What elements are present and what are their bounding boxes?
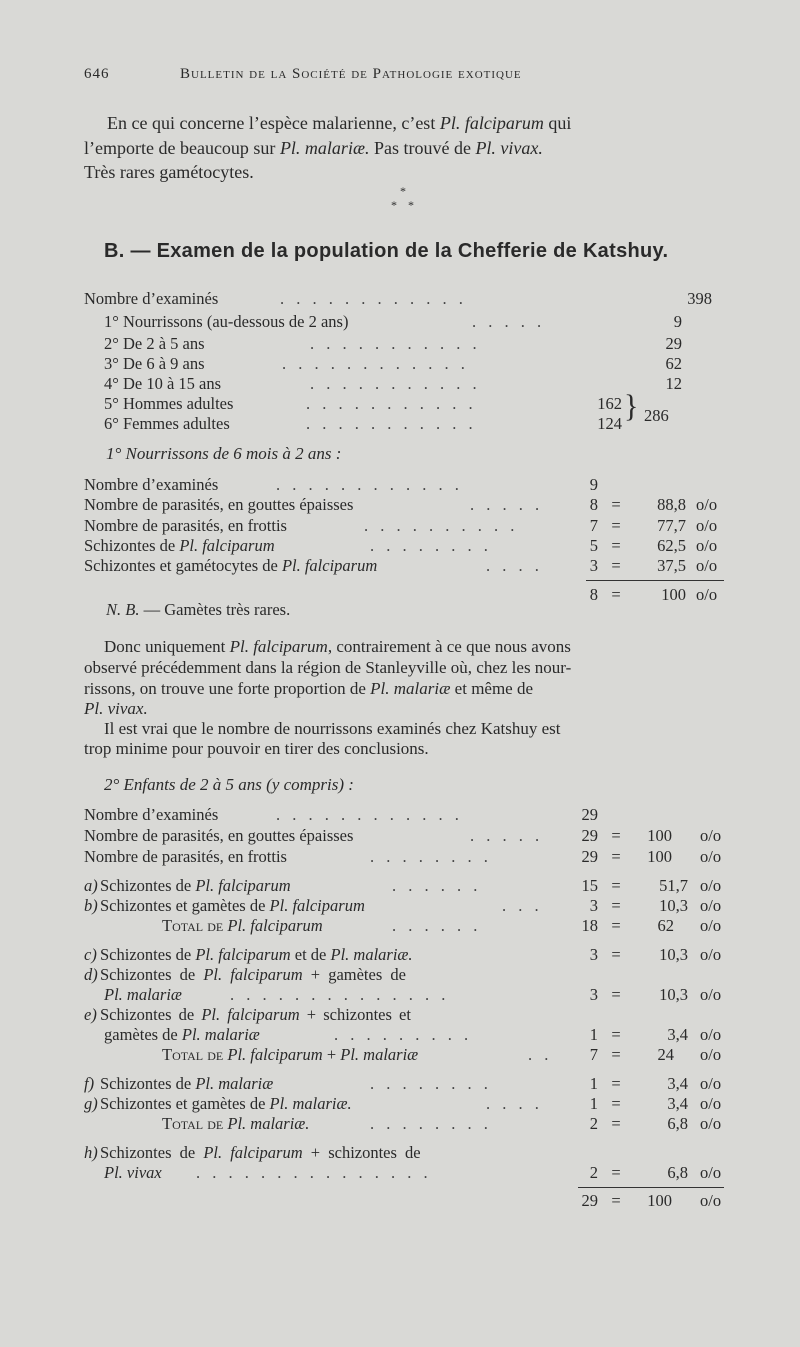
separator-star-top: *	[400, 184, 410, 198]
population-row: 1° Nourrissons (au-dessous de 2 ans) . . . . . 9	[104, 312, 682, 331]
enfants-total-malariae: Total de Pl. malariæ. . . . . . . . . 2 = 6,8 o/o	[162, 1114, 722, 1133]
enfants-row: Nombre de parasités, en gouttes épaisses . . . . . 29 = 100 o/o	[84, 826, 722, 845]
enfants-row: Nombre de parasités, en frottis . . . . . . . . 29 = 100 o/o	[84, 847, 722, 866]
discussion-line-1: Donc uniquement Pl. falciparum, contrairement à ce que nous avons	[104, 637, 571, 656]
journal-title: Bulletin de la Société de Pathologie exotique	[180, 66, 522, 82]
adult-brace: }	[624, 389, 639, 424]
enfants-total-falciparum: Total de Pl. falciparum . . . . . . 18 = 62 o/o	[162, 916, 722, 935]
section-b-heading: B. — Examen de la population de la Chefferie de Katshuy.	[104, 240, 669, 262]
enfants-row-g: g) Schizontes et gamètes de Pl. malariæ. . . . . 1 = 3,4 o/o	[84, 1094, 722, 1113]
population-row: Nombre d’examinés . . . . . . . . . . . . 398	[84, 289, 712, 308]
nourrissons-row: Nombre de parasités, en frottis . . . . . . . . . . 7 = 77,7 o/o	[84, 516, 718, 535]
nourrissons-row: Schizontes et gamétocytes de Pl. falciparum . . . . 3 = 37,5 o/o	[84, 556, 718, 575]
discussion-line-5: Il est vrai que le nombre de nourrissons examinés chez Katshuy est	[104, 719, 561, 738]
page-number: 646	[84, 66, 110, 82]
population-row: 5° Hommes adultes . . . . . . . . . . . 162	[104, 394, 622, 413]
nourrissons-total-row: 8 = 100 o/o	[589, 585, 718, 604]
nourrissons-note: N. B. — Gamètes très rares.	[106, 600, 291, 619]
nourrissons-row: Nombre de parasités, en gouttes épaisses . . . . . 8 = 88,8 o/o	[84, 495, 718, 514]
enfants-row-e-cont: gamètes de Pl. malariæ . . . . . . . . . 1 = 3,4 o/o	[104, 1025, 722, 1044]
nourrissons-title: 1° Nourrissons de 6 mois à 2 ans :	[106, 444, 342, 463]
enfants-row-f: f) Schizontes de Pl. malariæ . . . . . . . . 1 = 3,4 o/o	[84, 1074, 722, 1093]
enfants-row-b: b) Schizontes et gamètes de Pl. falciparum . . . 3 = 10,3 o/o	[84, 896, 722, 915]
enfants-row-h-cont: Pl. vivax . . . . . . . . . . . . . . . 2 = 6,8 o/o	[104, 1163, 722, 1182]
discussion-line-2: observé précédemment dans la région de Stanleyville où, chez les nour-	[84, 658, 572, 677]
enfants-row-d-cont: Pl. malariæ . . . . . . . . . . . . . . 3 = 10,3 o/o	[104, 985, 722, 1004]
enfants-grand-total: 29 = 100 o/o	[581, 1191, 722, 1210]
enfants-row-e: e) Schizontes de Pl. falciparum + schizontes et	[84, 1005, 411, 1024]
enfants-row-h: h) Schizontes de Pl. falciparum + schizontes de	[84, 1143, 421, 1162]
discussion-line-3: rissons, on trouve une forte proportion de Pl. malariæ et même de	[84, 679, 534, 698]
enfants-row: Nombre d’examinés . . . . . . . . . . . . 29	[84, 805, 598, 824]
discussion-line-4: Pl. vivax.	[84, 699, 148, 718]
intro-line-1: En ce qui concerne l’espèce malarienne, c’est Pl. falciparum qui	[107, 113, 572, 133]
nourrissons-row: Schizontes de Pl. falciparum . . . . . . . . 5 = 62,5 o/o	[84, 536, 718, 555]
discussion-line-6: trop minime pour pouvoir en tirer des conclusions.	[84, 739, 429, 758]
enfants-row-c: c) Schizontes de Pl. falciparum et de Pl. malariæ. 3 = 10,3 o/o	[84, 945, 722, 964]
population-row: 2° De 2 à 5 ans . . . . . . . . . . . 29	[104, 334, 682, 353]
enfants-row-a: a) Schizontes de Pl. falciparum . . . . . . 15 = 51,7 o/o	[84, 876, 722, 895]
nourrissons-total-rule	[586, 580, 724, 581]
adult-total: 286	[644, 406, 669, 425]
nourrissons-row: Nombre d’examinés . . . . . . . . . . . . 9	[84, 475, 598, 494]
separator-star-bottom: * *	[391, 198, 418, 212]
enfants-title: 2° Enfants de 2 à 5 ans (y compris) :	[104, 775, 354, 794]
intro-line-3: Très rares gamétocytes.	[84, 162, 254, 182]
population-row: 3° De 6 à 9 ans . . . . . . . . . . . . 62	[104, 354, 682, 373]
population-row: 4° De 10 à 15 ans . . . . . . . . . . . 12	[104, 374, 682, 393]
enfants-total-rule	[578, 1187, 724, 1188]
enfants-total-mixed: Total de Pl. falciparum + Pl. malariæ . . 7 = 24 o/o	[162, 1045, 722, 1064]
population-row: 6° Femmes adultes . . . . . . . . . . . 124	[104, 414, 622, 433]
enfants-row-d: d) Schizontes de Pl. falciparum + gamètes de	[84, 965, 406, 984]
intro-line-2: l’emporte de beaucoup sur Pl. malariæ. Pas trouvé de Pl. vivax.	[84, 138, 543, 158]
